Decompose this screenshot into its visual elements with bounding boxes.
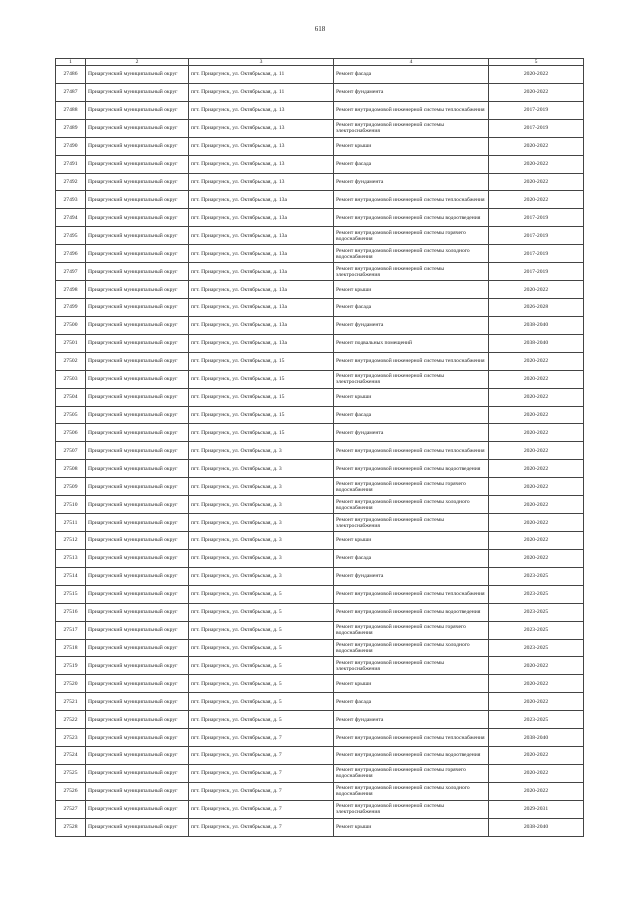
column-header-4: 4 xyxy=(334,59,489,66)
municipality-cell: Приаргунский муниципальный округ xyxy=(86,782,189,800)
row-number: 27495 xyxy=(56,227,86,245)
table-row xyxy=(56,531,584,549)
row-number: 27486 xyxy=(56,66,86,84)
address-cell: пгт. Приаргунск, ул. Октябрьская, д. 13а xyxy=(189,245,334,263)
address-cell: пгт. Приаргунск, ул. Октябрьская, д. 13а xyxy=(189,263,334,281)
table-row xyxy=(56,119,584,137)
period-cell: 2020-2022 xyxy=(489,442,584,460)
table-row xyxy=(56,334,584,352)
period-cell: 2017-2019 xyxy=(489,245,584,263)
address-cell: пгт. Приаргунск, ул. Октябрьская, д. 5 xyxy=(189,657,334,675)
work-type-cell: Ремонт внутридомовой инженерной системы теплоснабжения xyxy=(334,729,489,747)
table-row xyxy=(56,245,584,263)
work-type-cell: Ремонт фундамента xyxy=(334,83,489,101)
municipality-cell: Приаргунский муниципальный округ xyxy=(86,729,189,747)
municipality-cell: Приаргунский муниципальный округ xyxy=(86,137,189,155)
period-cell: 2029-2031 xyxy=(489,800,584,818)
period-cell: 2020-2022 xyxy=(489,549,584,567)
table-row xyxy=(56,675,584,693)
address-cell: пгт. Приаргунск, ул. Октябрьская, д. 15 xyxy=(189,370,334,388)
work-type-cell: Ремонт внутридомовой инженерной системы холодного водоснабжения xyxy=(334,245,489,263)
address-cell: пгт. Приаргунск, ул. Октябрьская, д. 7 xyxy=(189,782,334,800)
municipality-cell: Приаргунский муниципальный округ xyxy=(86,675,189,693)
period-cell: 2020-2022 xyxy=(489,693,584,711)
address-cell: пгт. Приаргунск, ул. Октябрьская, д. 7 xyxy=(189,747,334,765)
row-number: 27507 xyxy=(56,442,86,460)
work-type-cell: Ремонт внутридомовой инженерной системы теплоснабжения xyxy=(334,352,489,370)
period-cell: 2023-2025 xyxy=(489,567,584,585)
table-row xyxy=(56,460,584,478)
period-cell: 2038-2040 xyxy=(489,334,584,352)
table-row xyxy=(56,316,584,334)
row-number: 27490 xyxy=(56,137,86,155)
address-cell: пгт. Приаргунск, ул. Октябрьская, д. 13а xyxy=(189,209,334,227)
address-cell: пгт. Приаргунск, ул. Октябрьская, д. 13а xyxy=(189,227,334,245)
municipality-cell: Приаргунский муниципальный округ xyxy=(86,800,189,818)
table-row xyxy=(56,83,584,101)
address-cell: пгт. Приаргунск, ул. Октябрьская, д. 13 xyxy=(189,173,334,191)
row-number: 27498 xyxy=(56,281,86,299)
work-type-cell: Ремонт внутридомовой инженерной системы водоотведения xyxy=(334,747,489,765)
period-cell: 2020-2022 xyxy=(489,83,584,101)
address-cell: пгт. Приаргунск, ул. Октябрьская, д. 13а xyxy=(189,191,334,209)
row-number: 27496 xyxy=(56,245,86,263)
municipality-cell: Приаргунский муниципальный округ xyxy=(86,693,189,711)
row-number: 27489 xyxy=(56,119,86,137)
table-row xyxy=(56,549,584,567)
row-number: 27502 xyxy=(56,352,86,370)
address-cell: пгт. Приаргунск, ул. Октябрьская, д. 7 xyxy=(189,818,334,836)
table-row xyxy=(56,352,584,370)
period-cell: 2020-2022 xyxy=(489,747,584,765)
work-type-cell: Ремонт внутридомовой инженерной системы электроснабжения xyxy=(334,800,489,818)
period-cell: 2023-2025 xyxy=(489,585,584,603)
work-type-cell: Ремонт внутридомовой инженерной системы холодного водоснабжения xyxy=(334,782,489,800)
municipality-cell: Приаргунский муниципальный округ xyxy=(86,496,189,514)
address-cell: пгт. Приаргунск, ул. Октябрьская, д. 13 xyxy=(189,119,334,137)
table-row xyxy=(56,66,584,84)
work-type-cell: Ремонт подвальных помещений xyxy=(334,334,489,352)
period-cell: 2020-2022 xyxy=(489,66,584,84)
work-type-cell: Ремонт внутридомовой инженерной системы водоотведения xyxy=(334,209,489,227)
work-type-cell: Ремонт внутридомовой инженерной системы теплоснабжения xyxy=(334,442,489,460)
work-type-cell: Ремонт внутридомовой инженерной системы горячего водоснабжения xyxy=(334,621,489,639)
period-cell: 2020-2022 xyxy=(489,460,584,478)
address-cell: пгт. Приаргунск, ул. Октябрьская, д. 3 xyxy=(189,549,334,567)
table-row xyxy=(56,406,584,424)
work-type-cell: Ремонт внутридомовой инженерной системы электроснабжения xyxy=(334,657,489,675)
row-number: 27510 xyxy=(56,496,86,514)
table-row xyxy=(56,478,584,496)
address-cell: пгт. Приаргунск, ул. Октябрьская, д. 13 xyxy=(189,137,334,155)
period-cell: 2020-2022 xyxy=(489,424,584,442)
municipality-cell: Приаргунский муниципальный округ xyxy=(86,747,189,765)
municipality-cell: Приаргунский муниципальный округ xyxy=(86,531,189,549)
address-cell: пгт. Приаргунск, ул. Октябрьская, д. 5 xyxy=(189,675,334,693)
period-cell: 2020-2022 xyxy=(489,496,584,514)
municipality-cell: Приаргунский муниципальный округ xyxy=(86,549,189,567)
address-cell: пгт. Приаргунск, ул. Октябрьская, д. 13 xyxy=(189,101,334,119)
municipality-cell: Приаргунский муниципальный округ xyxy=(86,66,189,84)
work-type-cell: Ремонт фасада xyxy=(334,406,489,424)
table-row xyxy=(56,424,584,442)
work-type-cell: Ремонт внутридомовой инженерной системы электроснабжения xyxy=(334,263,489,281)
work-type-cell: Ремонт внутридомовой инженерной системы электроснабжения xyxy=(334,119,489,137)
table-row xyxy=(56,281,584,299)
address-cell: пгт. Приаргунск, ул. Октябрьская, д. 3 xyxy=(189,442,334,460)
period-cell: 2017-2019 xyxy=(489,101,584,119)
work-type-cell: Ремонт фасада xyxy=(334,66,489,84)
row-number: 27506 xyxy=(56,424,86,442)
row-number: 27499 xyxy=(56,298,86,316)
table-row xyxy=(56,263,584,281)
municipality-cell: Приаргунский муниципальный округ xyxy=(86,334,189,352)
municipality-cell: Приаргунский муниципальный округ xyxy=(86,764,189,782)
work-type-cell: Ремонт фасада xyxy=(334,298,489,316)
municipality-cell: Приаргунский муниципальный округ xyxy=(86,711,189,729)
row-number: 27523 xyxy=(56,729,86,747)
municipality-cell: Приаргунский муниципальный округ xyxy=(86,155,189,173)
period-cell: 2020-2022 xyxy=(489,531,584,549)
address-cell: пгт. Приаргунск, ул. Октябрьская, д. 5 xyxy=(189,621,334,639)
table-row xyxy=(56,191,584,209)
table-row xyxy=(56,209,584,227)
period-cell: 2023-2025 xyxy=(489,603,584,621)
row-number: 27513 xyxy=(56,549,86,567)
column-header-5: 5 xyxy=(489,59,584,66)
work-type-cell: Ремонт внутридомовой инженерной системы теплоснабжения xyxy=(334,191,489,209)
period-cell: 2020-2022 xyxy=(489,514,584,532)
municipality-cell: Приаргунский муниципальный округ xyxy=(86,263,189,281)
municipality-cell: Приаргунский муниципальный округ xyxy=(86,406,189,424)
row-number: 27505 xyxy=(56,406,86,424)
work-type-cell: Ремонт крыши xyxy=(334,281,489,299)
table-row xyxy=(56,711,584,729)
table-row xyxy=(56,585,584,603)
address-cell: пгт. Приаргунск, ул. Октябрьская, д. 13а xyxy=(189,334,334,352)
row-number: 27525 xyxy=(56,764,86,782)
period-cell: 2020-2022 xyxy=(489,782,584,800)
work-type-cell: Ремонт крыши xyxy=(334,818,489,836)
work-type-cell: Ремонт внутридомовой инженерной системы холодного водоснабжения xyxy=(334,496,489,514)
table-row xyxy=(56,567,584,585)
municipality-cell: Приаргунский муниципальный округ xyxy=(86,657,189,675)
period-cell: 2020-2022 xyxy=(489,137,584,155)
municipality-cell: Приаргунский муниципальный округ xyxy=(86,281,189,299)
row-number: 27493 xyxy=(56,191,86,209)
table-row xyxy=(56,764,584,782)
page-number: 618 xyxy=(314,25,326,33)
work-type-cell: Ремонт внутридомовой инженерной системы холодного водоснабжения xyxy=(334,639,489,657)
row-number: 27512 xyxy=(56,531,86,549)
address-cell: пгт. Приаргунск, ул. Октябрьская, д. 3 xyxy=(189,478,334,496)
row-number: 27518 xyxy=(56,639,86,657)
row-number: 27514 xyxy=(56,567,86,585)
address-cell: пгт. Приаргунск, ул. Октябрьская, д. 3 xyxy=(189,514,334,532)
work-type-cell: Ремонт крыши xyxy=(334,675,489,693)
period-cell: 2023-2025 xyxy=(489,621,584,639)
period-cell: 2026-2028 xyxy=(489,298,584,316)
table-row xyxy=(56,137,584,155)
period-cell: 2020-2022 xyxy=(489,478,584,496)
period-cell: 2017-2019 xyxy=(489,209,584,227)
period-cell: 2020-2022 xyxy=(489,370,584,388)
municipality-cell: Приаргунский муниципальный округ xyxy=(86,478,189,496)
work-type-cell: Ремонт фасада xyxy=(334,693,489,711)
address-cell: пгт. Приаргунск, ул. Октябрьская, д. 13а xyxy=(189,316,334,334)
municipality-cell: Приаргунский муниципальный округ xyxy=(86,298,189,316)
address-cell: пгт. Приаргунск, ул. Октябрьская, д. 5 xyxy=(189,639,334,657)
municipality-cell: Приаргунский муниципальный округ xyxy=(86,352,189,370)
row-number: 27492 xyxy=(56,173,86,191)
address-cell: пгт. Приаргунск, ул. Октябрьская, д. 5 xyxy=(189,603,334,621)
municipality-cell: Приаргунский муниципальный округ xyxy=(86,442,189,460)
row-number: 27521 xyxy=(56,693,86,711)
work-type-cell: Ремонт внутридомовой инженерной системы водоотведения xyxy=(334,603,489,621)
column-header-3: 3 xyxy=(189,59,334,66)
municipality-cell: Приаргунский муниципальный округ xyxy=(86,585,189,603)
table-row xyxy=(56,747,584,765)
row-number: 27500 xyxy=(56,316,86,334)
period-cell: 2038-2040 xyxy=(489,316,584,334)
row-number: 27527 xyxy=(56,800,86,818)
municipality-cell: Приаргунский муниципальный округ xyxy=(86,227,189,245)
work-type-cell: Ремонт фасада xyxy=(334,549,489,567)
row-number: 27511 xyxy=(56,514,86,532)
table-row xyxy=(56,621,584,639)
period-cell: 2017-2019 xyxy=(489,263,584,281)
row-number: 27520 xyxy=(56,675,86,693)
row-number: 27517 xyxy=(56,621,86,639)
work-type-cell: Ремонт внутридомовой инженерной системы горячего водоснабжения xyxy=(334,478,489,496)
municipality-cell: Приаргунский муниципальный округ xyxy=(86,119,189,137)
work-type-cell: Ремонт внутридомовой инженерной системы электроснабжения xyxy=(334,370,489,388)
address-cell: пгт. Приаргунск, ул. Октябрьская, д. 3 xyxy=(189,460,334,478)
period-cell: 2038-2040 xyxy=(489,729,584,747)
work-type-cell: Ремонт внутридомовой инженерной системы электроснабжения xyxy=(334,514,489,532)
table-row xyxy=(56,818,584,836)
municipality-cell: Приаргунский муниципальный округ xyxy=(86,388,189,406)
table-row xyxy=(56,782,584,800)
municipality-cell: Приаргунский муниципальный округ xyxy=(86,245,189,263)
row-number: 27515 xyxy=(56,585,86,603)
period-cell: 2020-2022 xyxy=(489,155,584,173)
address-cell: пгт. Приаргунск, ул. Октябрьская, д. 13а xyxy=(189,298,334,316)
header-row xyxy=(56,59,584,66)
address-cell: пгт. Приаргунск, ул. Октябрьская, д. 15 xyxy=(189,424,334,442)
work-type-cell: Ремонт фундамента xyxy=(334,316,489,334)
period-cell: 2020-2022 xyxy=(489,406,584,424)
repair-schedule-table xyxy=(55,58,584,837)
work-type-cell: Ремонт крыши xyxy=(334,137,489,155)
row-number: 27516 xyxy=(56,603,86,621)
row-number: 27488 xyxy=(56,101,86,119)
municipality-cell: Приаргунский муниципальный округ xyxy=(86,621,189,639)
address-cell: пгт. Приаргунск, ул. Октябрьская, д. 13а xyxy=(189,281,334,299)
row-number: 27519 xyxy=(56,657,86,675)
period-cell: 2038-2040 xyxy=(489,818,584,836)
work-type-cell: Ремонт крыши xyxy=(334,388,489,406)
address-cell: пгт. Приаргунск, ул. Октябрьская, д. 7 xyxy=(189,800,334,818)
municipality-cell: Приаргунский муниципальный округ xyxy=(86,83,189,101)
table-row xyxy=(56,639,584,657)
table-row xyxy=(56,227,584,245)
table-row xyxy=(56,657,584,675)
table-row xyxy=(56,603,584,621)
address-cell: пгт. Приаргунск, ул. Октябрьская, д. 7 xyxy=(189,764,334,782)
column-header-2: 2 xyxy=(86,59,189,66)
municipality-cell: Приаргунский муниципальный округ xyxy=(86,460,189,478)
row-number: 27487 xyxy=(56,83,86,101)
address-cell: пгт. Приаргунск, ул. Октябрьская, д. 15 xyxy=(189,352,334,370)
address-cell: пгт. Приаргунск, ул. Октябрьская, д. 5 xyxy=(189,693,334,711)
period-cell: 2020-2022 xyxy=(489,675,584,693)
table-body xyxy=(56,66,584,837)
municipality-cell: Приаргунский муниципальный округ xyxy=(86,173,189,191)
municipality-cell: Приаргунский муниципальный округ xyxy=(86,209,189,227)
row-number: 27504 xyxy=(56,388,86,406)
municipality-cell: Приаргунский муниципальный округ xyxy=(86,514,189,532)
address-cell: пгт. Приаргунск, ул. Октябрьская, д. 11 xyxy=(189,66,334,84)
table-row xyxy=(56,155,584,173)
address-cell: пгт. Приаргунск, ул. Октябрьская, д. 5 xyxy=(189,711,334,729)
work-type-cell: Ремонт внутридомовой инженерной системы горячего водоснабжения xyxy=(334,227,489,245)
address-cell: пгт. Приаргунск, ул. Октябрьская, д. 5 xyxy=(189,585,334,603)
table-row xyxy=(56,729,584,747)
municipality-cell: Приаргунский муниципальный округ xyxy=(86,191,189,209)
municipality-cell: Приаргунский муниципальный округ xyxy=(86,424,189,442)
work-type-cell: Ремонт внутридомовой инженерной системы водоотведения xyxy=(334,460,489,478)
municipality-cell: Приаргунский муниципальный округ xyxy=(86,316,189,334)
address-cell: пгт. Приаргунск, ул. Октябрьская, д. 3 xyxy=(189,531,334,549)
table-row xyxy=(56,496,584,514)
table-row xyxy=(56,514,584,532)
work-type-cell: Ремонт крыши xyxy=(334,531,489,549)
row-number: 27503 xyxy=(56,370,86,388)
address-cell: пгт. Приаргунск, ул. Октябрьская, д. 11 xyxy=(189,83,334,101)
period-cell: 2020-2022 xyxy=(489,352,584,370)
row-number: 27509 xyxy=(56,478,86,496)
period-cell: 2020-2022 xyxy=(489,191,584,209)
row-number: 27526 xyxy=(56,782,86,800)
municipality-cell: Приаргунский муниципальный округ xyxy=(86,603,189,621)
address-cell: пгт. Приаргунск, ул. Октябрьская, д. 3 xyxy=(189,567,334,585)
work-type-cell: Ремонт фасада xyxy=(334,155,489,173)
table-row xyxy=(56,173,584,191)
work-type-cell: Ремонт внутридомовой инженерной системы теплоснабжения xyxy=(334,101,489,119)
work-type-cell: Ремонт внутридомовой инженерной системы горячего водоснабжения xyxy=(334,764,489,782)
period-cell: 2020-2022 xyxy=(489,657,584,675)
period-cell: 2020-2022 xyxy=(489,281,584,299)
row-number: 27494 xyxy=(56,209,86,227)
address-cell: пгт. Приаргунск, ул. Октябрьская, д. 13 xyxy=(189,155,334,173)
municipality-cell: Приаргунский муниципальный округ xyxy=(86,818,189,836)
row-number: 27491 xyxy=(56,155,86,173)
column-header-1: 1 xyxy=(56,59,86,66)
work-type-cell: Ремонт фундамента xyxy=(334,567,489,585)
address-cell: пгт. Приаргунск, ул. Октябрьская, д. 15 xyxy=(189,406,334,424)
address-cell: пгт. Приаргунск, ул. Октябрьская, д. 7 xyxy=(189,729,334,747)
municipality-cell: Приаргунский муниципальный округ xyxy=(86,370,189,388)
table-row xyxy=(56,101,584,119)
period-cell: 2020-2022 xyxy=(489,388,584,406)
row-number: 27497 xyxy=(56,263,86,281)
row-number: 27508 xyxy=(56,460,86,478)
period-cell: 2023-2025 xyxy=(489,639,584,657)
table-row xyxy=(56,442,584,460)
table-row xyxy=(56,298,584,316)
work-type-cell: Ремонт фундамента xyxy=(334,424,489,442)
municipality-cell: Приаргунский муниципальный округ xyxy=(86,101,189,119)
address-cell: пгт. Приаргунск, ул. Октябрьская, д. 15 xyxy=(189,388,334,406)
row-number: 27528 xyxy=(56,818,86,836)
work-type-cell: Ремонт внутридомовой инженерной системы теплоснабжения xyxy=(334,585,489,603)
row-number: 27524 xyxy=(56,747,86,765)
work-type-cell: Ремонт фундамента xyxy=(334,173,489,191)
table-row xyxy=(56,800,584,818)
address-cell: пгт. Приаргунск, ул. Октябрьская, д. 3 xyxy=(189,496,334,514)
municipality-cell: Приаргунский муниципальный округ xyxy=(86,567,189,585)
period-cell: 2020-2022 xyxy=(489,173,584,191)
row-number: 27501 xyxy=(56,334,86,352)
table-header xyxy=(56,59,584,66)
row-number: 27522 xyxy=(56,711,86,729)
table-row xyxy=(56,388,584,406)
period-cell: 2020-2022 xyxy=(489,764,584,782)
table-row xyxy=(56,370,584,388)
work-type-cell: Ремонт фундамента xyxy=(334,711,489,729)
period-cell: 2023-2025 xyxy=(489,711,584,729)
period-cell: 2017-2019 xyxy=(489,227,584,245)
table-row xyxy=(56,693,584,711)
period-cell: 2017-2019 xyxy=(489,119,584,137)
municipality-cell: Приаргунский муниципальный округ xyxy=(86,639,189,657)
